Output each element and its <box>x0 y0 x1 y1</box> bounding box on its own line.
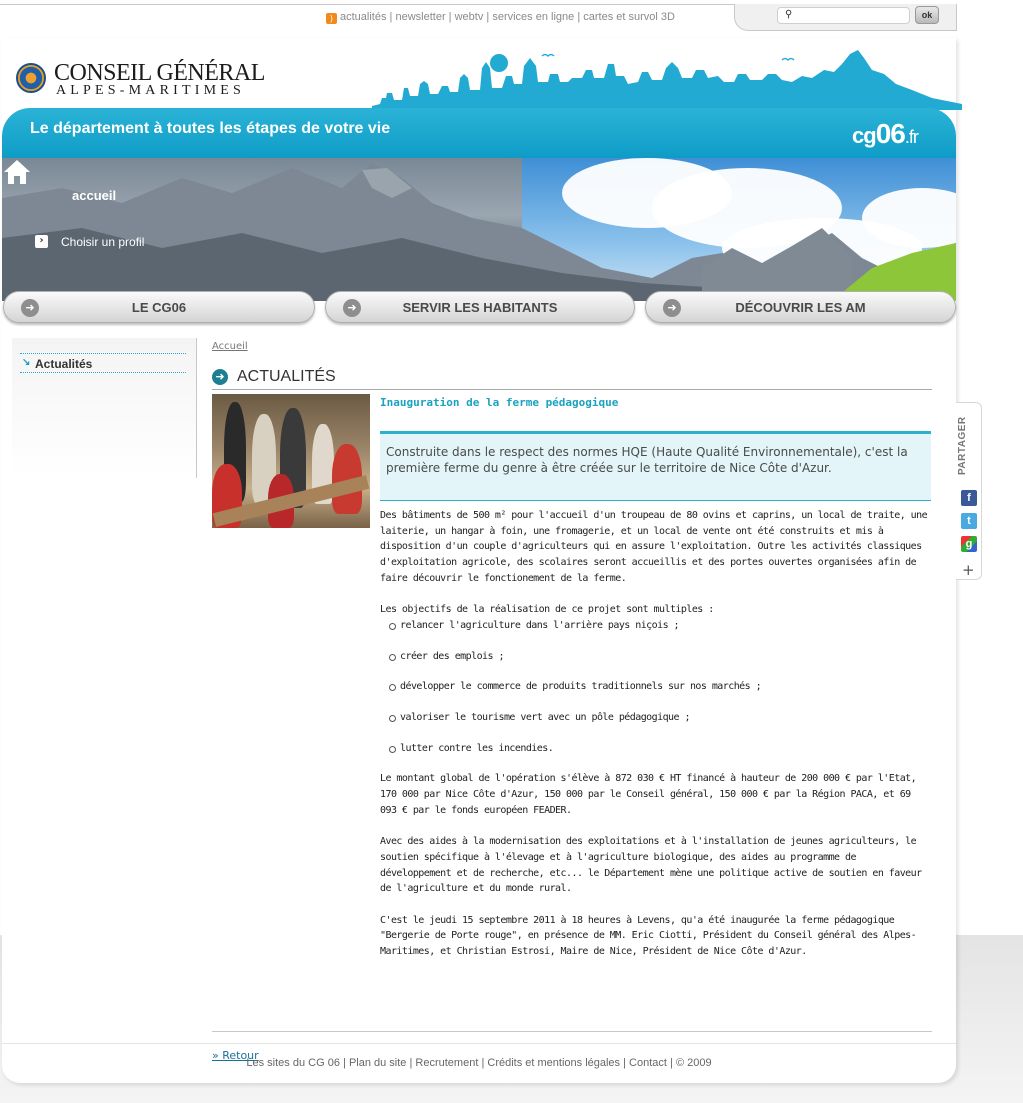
brand-part-cg: cg <box>852 123 876 148</box>
share-panel <box>956 402 982 580</box>
choose-profile-link[interactable]: Choisir un profil <box>61 235 145 249</box>
mountain-silhouette <box>2 158 956 301</box>
list-item: créer des emplois ; <box>389 649 932 665</box>
list-item: développer le commerce de produits traditionnels sur nos marchés ; <box>389 679 932 695</box>
search-input[interactable] <box>777 7 910 24</box>
menu-label: SERVIR LES HABITANTS <box>402 300 558 315</box>
share-label: PARTAGER <box>957 416 968 475</box>
footer-link-plan[interactable]: Plan du site <box>348 1057 407 1069</box>
top-link-webtv[interactable]: webtv <box>454 11 484 23</box>
footer-copyright: © 2009 <box>675 1057 712 1069</box>
menu-label: DÉCOUVRIR LES AM <box>735 300 866 315</box>
breadcrumb[interactable]: Accueil <box>212 341 248 352</box>
footer: Les sites du CG 06 | Plan du site | Recrutement | Crédits et mentions légales | Contact | © 2009 <box>246 1057 712 1069</box>
arrow-right-icon: ➜ <box>343 299 361 317</box>
objectives-intro: Les objectifs de la réalisation de ce projet sont multiples : <box>380 604 714 616</box>
footer-link-contact[interactable]: Contact <box>629 1057 667 1069</box>
top-link-services[interactable]: services en ligne <box>492 11 575 23</box>
arrow-right-icon: ➜ <box>21 299 39 317</box>
sidebar-item-label: Actualités <box>35 357 93 371</box>
site-brand[interactable] <box>852 118 918 150</box>
top-link-actualites[interactable]: actualités <box>340 11 387 23</box>
footer-link-recrutement[interactable]: Recrutement <box>415 1057 479 1069</box>
facebook-icon[interactable]: f <box>961 490 977 506</box>
article-lead: Construite dans le respect des normes HQE (Haute Qualité Environnementale), c'est la première ferme du genre à être créée sur le territoire de Nice Côte d'Azur. <box>380 431 931 501</box>
top-link-cartes[interactable]: cartes et survol 3D <box>583 11 675 23</box>
footer-link-sites[interactable]: Les sites du CG 06 <box>246 1057 340 1069</box>
article-paragraph: C'est le jeudi 15 septembre 2011 à 18 heures à Levens, qu'a été inaugurée la ferme pédagogique "Bergerie de Porte rouge", en présence de MM. Eric Ciotti, Président du Conseil général des Alpes-Maritimes, et Christian Estrosi, Maire de Nice, Président de Nice Côte d'Azur. <box>380 914 917 958</box>
back-link[interactable]: » Retour <box>212 1049 259 1062</box>
mountain-banner <box>2 158 956 301</box>
logo-title: CONSEIL GÉNÉRAL <box>54 60 265 86</box>
menu-label: LE CG06 <box>131 300 187 315</box>
top-border-line <box>0 4 740 5</box>
arrow-down-right-icon: ↘ <box>22 357 31 368</box>
article-paragraph: Le montant global de l'opération s'élève à 872 030 € HT financé à hauteur de 200 000 € par l'Etat, 170 000 par Nice Côte d'Azur, 150 000 par le Conseil général, 150 000 € par la Région PACA, et 69 093 € par le fonds européen FEADER. <box>380 773 917 816</box>
list-item: lutter contre les incendies. <box>389 741 932 757</box>
top-navigation <box>326 11 675 24</box>
rss-icon: ) <box>326 13 337 24</box>
article-body <box>380 508 932 976</box>
search-bar <box>734 4 957 31</box>
objectives-list <box>389 618 932 757</box>
list-item: valoriser le tourisme vert avec un pôle pédagogique ; <box>389 710 932 726</box>
share-more-button[interactable]: + <box>962 561 975 579</box>
top-separator: | <box>574 11 584 23</box>
article-paragraph: Des bâtiments de 500 m² pour l'accueil d'un troupeau de 80 ovins et caprins, un local de traite, une laiterie, un hangar à foin, une fromagerie, et un local de vente ont été construits et mis à disposition d'un couple d'agriculteurs qui en assure l'exploitation. Outre les activités classiques d'exploitation agricole, des scolaires seront accueillis et des portes ouvertes organisées afin de faire découvrir le fonctionement de la ferme. <box>380 510 928 584</box>
section-title <box>212 368 932 390</box>
header-blue-bar <box>2 108 956 158</box>
footer-link-credits[interactable]: Crédits et mentions légales <box>487 1057 621 1069</box>
arrow-circle-icon: ➜ <box>212 369 228 385</box>
google-icon[interactable]: g <box>961 536 977 552</box>
content-divider <box>212 1031 932 1032</box>
top-separator: | <box>483 11 493 23</box>
article-photo <box>212 394 370 528</box>
arrow-right-icon: ➜ <box>663 299 681 317</box>
search-submit-button[interactable]: ok <box>915 6 939 24</box>
sidebar <box>12 338 197 478</box>
skyline-illustration <box>372 48 962 110</box>
brand-part-fr: .fr <box>904 127 918 147</box>
footer-divider <box>2 1043 956 1044</box>
menu-servir-les-habitants[interactable] <box>325 291 635 323</box>
article-paragraph: Avec des aides à la modernisation des exploitations et à l'installation de jeunes agriculteurs, le soutien spécifique à l'élevage et à l'agriculture biologique, des aides au programme de développement et de recherche, etc... le Département mène une politique active de soutien en faveur de l'agriculture et du monde rural. <box>380 836 922 895</box>
menu-decouvrir-les-am[interactable] <box>645 291 956 323</box>
top-link-newsletter[interactable]: newsletter <box>395 11 446 23</box>
twitter-icon[interactable]: t <box>961 513 977 529</box>
logo-subtitle: ALPES-MARITIMES <box>56 83 246 98</box>
main-menu <box>2 291 956 327</box>
menu-le-cg06[interactable] <box>3 291 315 323</box>
brand-part-06: 06 <box>875 118 905 149</box>
coat-of-arms-icon <box>16 63 46 93</box>
home-icon[interactable] <box>2 158 32 186</box>
article-title: Inauguration de la ferme pédagogique <box>380 396 619 409</box>
list-item: relancer l'agriculture dans l'arrière pays niçois ; <box>389 618 932 634</box>
home-link[interactable]: accueil <box>72 188 117 203</box>
search-icon: ⚲ <box>785 9 793 20</box>
sidebar-item-actualites[interactable] <box>20 353 186 373</box>
top-separator: | <box>386 11 396 23</box>
section-title-text: ACTUALITÉS <box>237 368 336 385</box>
chevron-right-icon: › <box>35 235 48 248</box>
top-separator: | <box>445 11 455 23</box>
header-tagline: Le département à toutes les étapes de votre vie <box>30 120 391 137</box>
page-container <box>2 38 956 1083</box>
